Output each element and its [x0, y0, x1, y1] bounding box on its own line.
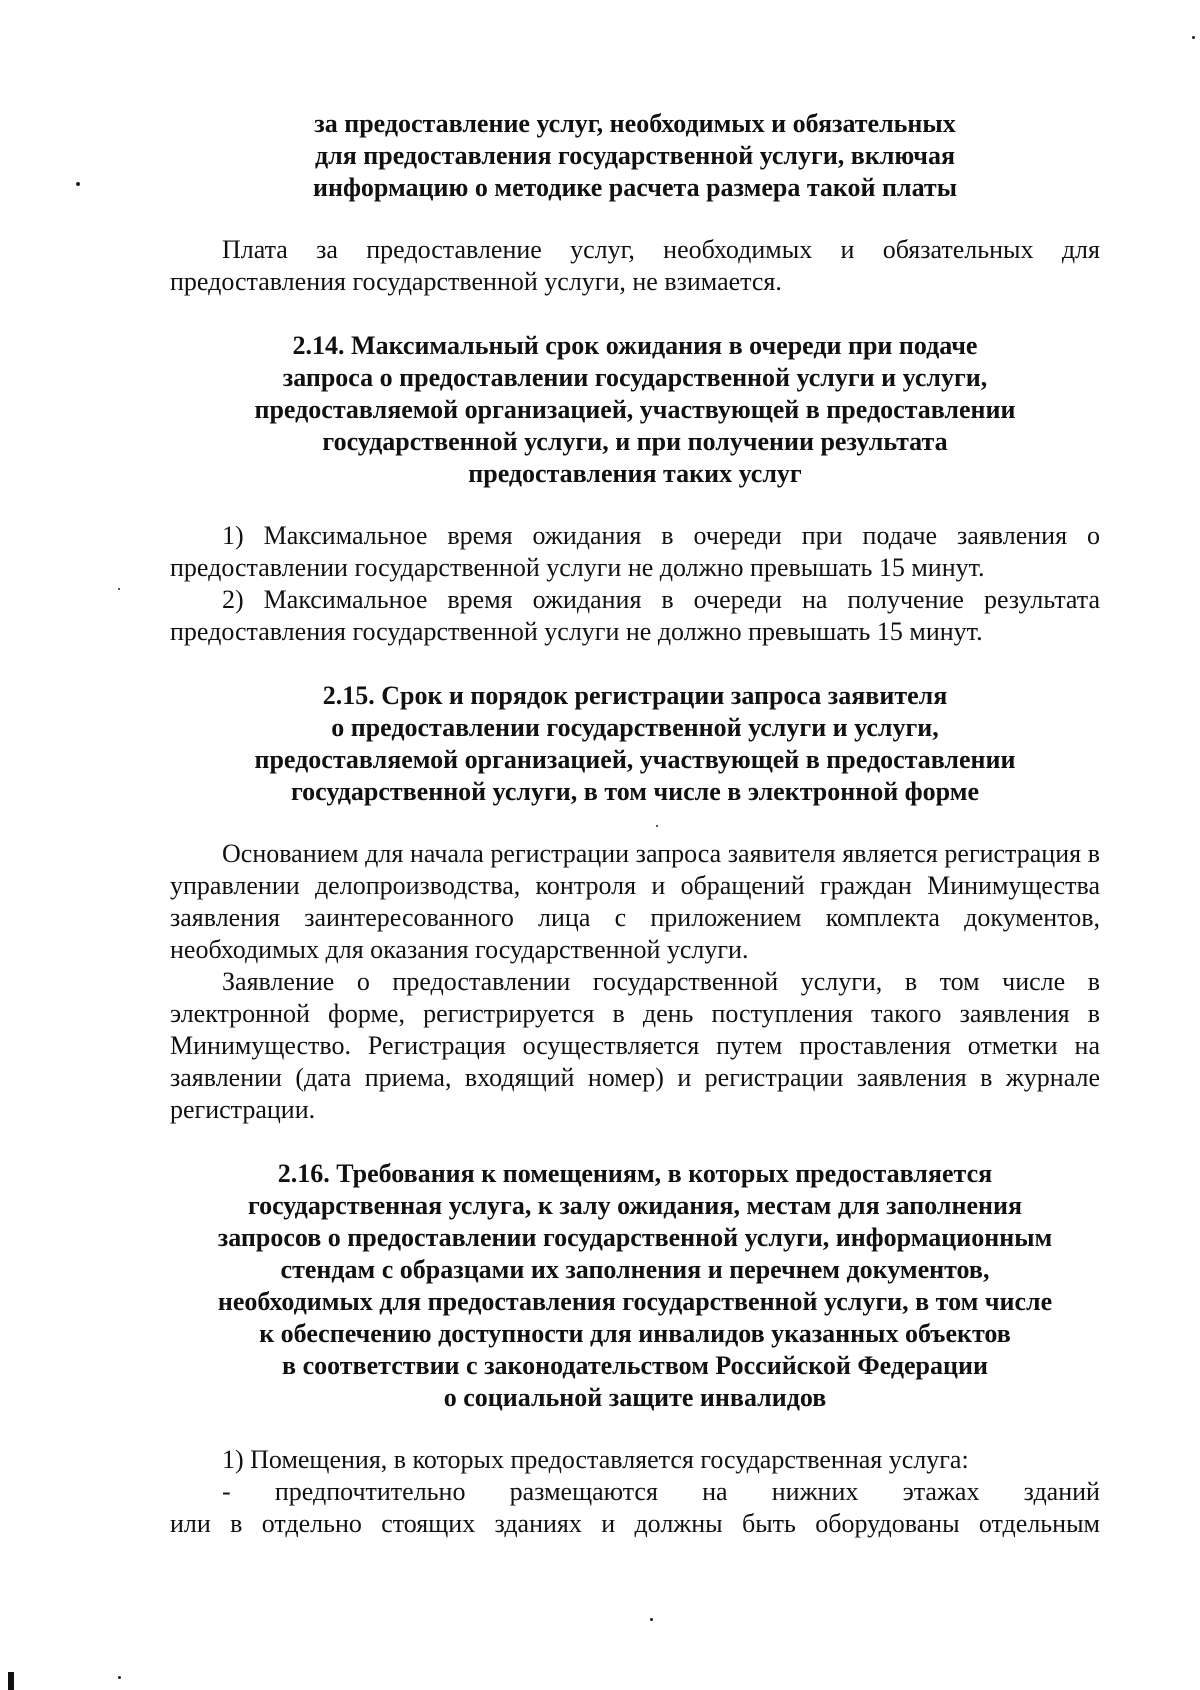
heading-line: о предоставлении государственной услуги и услуги,	[331, 713, 939, 742]
section-2-15-paragraph: Основанием для начала регистрации запроса заявителя является регистрация в управлении делопроизводства, контроля и обращений граждан Минимущества заявления заинтересованного лица с приложением комплекта документов, необходимых для оказания государственной услуги.	[170, 839, 1100, 964]
section-2-14-heading	[170, 330, 1100, 490]
word: размещаются	[509, 1477, 658, 1506]
heading-line: запроса о предоставлении государственной услуги и услуги,	[282, 363, 988, 392]
scan-speck	[76, 182, 80, 186]
heading-line: запросов о предоставлении государственной услуги, информационным	[217, 1223, 1053, 1252]
word: на	[702, 1477, 728, 1506]
heading-line: стендам с образцами их заполнения и перечнем документов,	[280, 1255, 990, 1284]
heading-line: предоставления таких услуг	[468, 459, 802, 488]
heading-line: о социальной защите инвалидов	[443, 1383, 827, 1412]
heading-line: 2.14. Максимальный срок ожидания в очереди при подаче	[292, 331, 978, 360]
heading-line: 2.16. Требования к помещениям, в которых предоставляется	[277, 1159, 993, 1188]
heading-line: 2.15. Срок и порядок регистрации запроса заявителя	[322, 681, 948, 710]
section-2-16-paragraph: 1) Помещения, в которых предоставляется государственная услуга:	[222, 1445, 969, 1474]
heading-line: государственной услуги, в том числе в электронной форме	[291, 777, 979, 806]
section-2-15-paragraph: Заявление о предоставлении государственной услуги, в том числе в электронной форме, регистрируется в день поступления такого заявления в Минимущество. Регистрация осуществляется путем проставления отметки на заявлении (дата приема, входящий номер) и регистрации заявления в журнале регистрации.	[170, 967, 1100, 1124]
intro-paragraph: Плата за предоставление услуг, необходимых и обязательных для предоставления государственной услуги, не взимается.	[170, 235, 1100, 296]
intro-heading	[170, 108, 1100, 204]
section-2-14-paragraph: 2) Максимальное время ожидания в очереди на получение результата предоставления государственной услуги не должно превышать 15 минут.	[170, 585, 1100, 646]
word: зданий	[1023, 1477, 1100, 1506]
section-2-14-paragraph: 1) Максимальное время ожидания в очереди при подаче заявления о предоставлении государственной услуги не должно превышать 15 минут.	[170, 521, 1100, 582]
word: нижних	[771, 1477, 859, 1506]
section-2-16-heading	[170, 1158, 1100, 1414]
heading-line: для предоставления государственной услуги, включая	[314, 141, 956, 170]
dash-list-item-line	[170, 1476, 1100, 1508]
scan-edge-mark	[8, 1672, 14, 1690]
heading-line: государственной услуги, и при получении результата	[322, 427, 948, 456]
scan-speck	[1192, 36, 1195, 39]
heading-line: в соответствии с законодательством Российской Федерации	[282, 1351, 988, 1380]
scan-speck	[650, 1618, 653, 1621]
heading-line: предоставляемой организацией, участвующей в предоставлении	[254, 745, 1016, 774]
word: предпочтительно	[274, 1477, 466, 1506]
document-content	[170, 108, 1100, 1540]
heading-line: информацию о методике расчета размера такой платы	[312, 173, 957, 202]
heading-line: необходимых для предоставления государственной услуги, в том числе	[217, 1287, 1053, 1316]
scan-speck	[118, 1676, 121, 1679]
heading-line: за предоставление услуг, необходимых и обязательных	[314, 109, 956, 138]
dash-list-item-continuation: или в отдельно стоящих зданиях и должны быть оборудованы отдельным	[170, 1509, 1100, 1538]
word: этажах	[902, 1477, 980, 1506]
section-2-15-heading	[170, 680, 1100, 808]
heading-line: к обеспечению доступности для инвалидов указанных объектов	[259, 1319, 1011, 1348]
word: -	[222, 1477, 231, 1506]
scan-speck	[118, 588, 120, 590]
heading-line: предоставляемой организацией, участвующей в предоставлении	[254, 395, 1016, 424]
heading-line: государственная услуга, к залу ожидания, местам для заполнения	[247, 1191, 1023, 1220]
